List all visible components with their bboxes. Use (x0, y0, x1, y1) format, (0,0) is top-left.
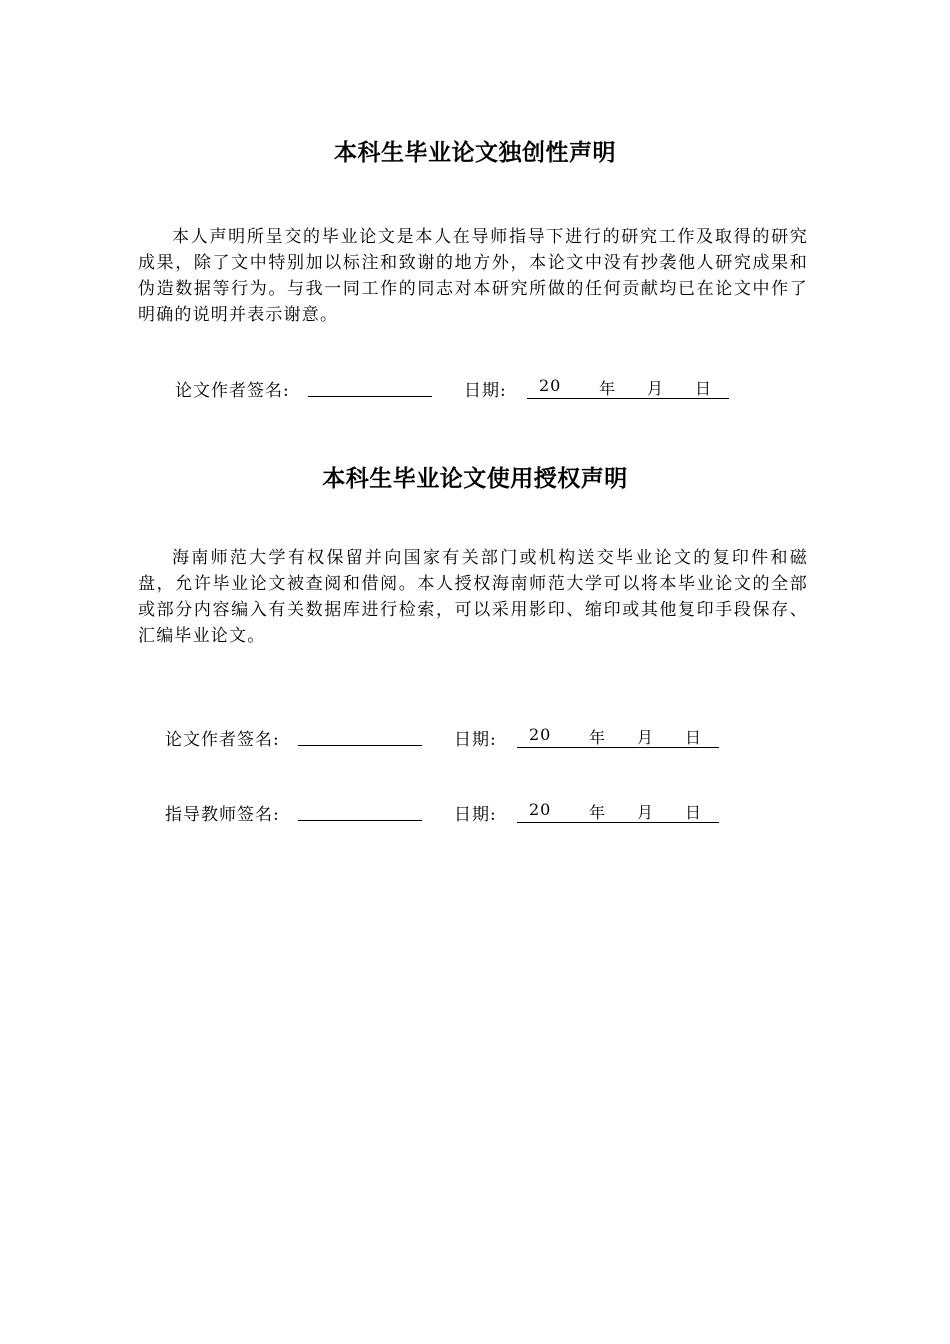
author-signature-label: 论文作者签名: (175, 381, 290, 401)
advisor-signature-label: 指导教师签名: (165, 805, 280, 825)
date-day-label: 日 (695, 379, 713, 398)
date-year-label: 年 (599, 379, 617, 398)
advisor-signature-field[interactable] (298, 820, 422, 821)
date-month-label: 月 (647, 379, 665, 398)
date-label: 日期: (464, 381, 507, 401)
date-month-label: 月 (637, 803, 655, 822)
author-signature-label: 论文作者签名: (165, 730, 280, 750)
date-day-label: 日 (685, 803, 703, 822)
date-year-label: 年 (589, 728, 607, 747)
date-label: 日期: (454, 730, 497, 750)
date-field[interactable] (527, 376, 729, 399)
date-label: 日期: (454, 805, 497, 825)
originality-declaration-text: 本人声明所呈交的毕业论文是本人在导师指导下进行的研究工作及取得的研究成果，除了文中特别加以标注和致谢的地方外，本论文中没有抄袭他人研究成果和伪造数据等行为。与我一同工作的同志对本研究所做的任何贡献均已在论文中作了明确的说明并表示谢意。 (138, 227, 808, 325)
author-signature-field[interactable] (298, 745, 422, 746)
advisor-signature-row (165, 800, 725, 826)
date-year-prefix: 20 (529, 725, 552, 744)
date-day-label: 日 (685, 728, 703, 747)
date-field[interactable] (517, 725, 719, 748)
date-month-label: 月 (637, 728, 655, 747)
author-signature-row-2 (165, 725, 725, 751)
date-year-label: 年 (589, 803, 607, 822)
authorization-declaration-title: 本科生毕业论文使用授权声明 (322, 466, 628, 492)
date-field[interactable] (517, 800, 719, 823)
originality-declaration-title: 本科生毕业论文独创性声明 (334, 140, 616, 166)
date-year-prefix: 20 (529, 800, 552, 819)
author-signature-row (175, 376, 735, 402)
date-year-prefix: 20 (539, 376, 562, 395)
author-signature-field[interactable] (308, 396, 432, 397)
authorization-declaration-text: 海南师范大学有权保留并向国家有关部门或机构送交毕业论文的复印件和磁盘，允许毕业论文被查阅和借阅。本人授权海南师范大学可以将本毕业论文的全部或部分内容编入有关数据库进行检索，可以采用影印、缩印或其他复印手段保存、汇编毕业论文。 (138, 548, 808, 646)
